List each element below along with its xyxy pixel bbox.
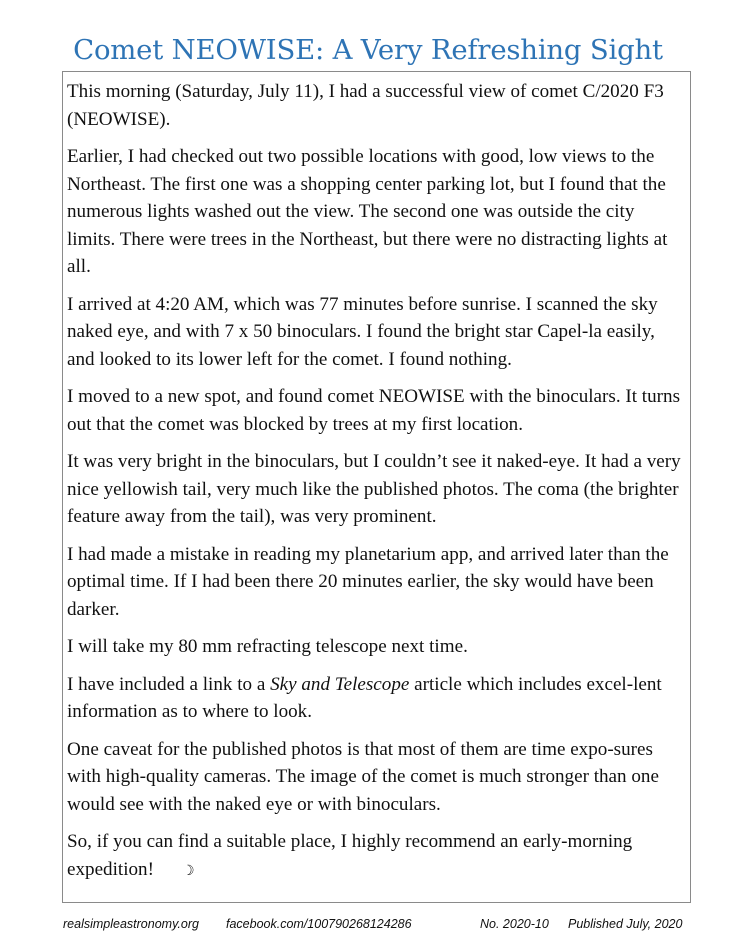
article-title: Comet NEOWISE: A Very Refreshing Sight (73, 34, 663, 66)
article-body (67, 78, 687, 895)
paragraph-2: Earlier, I had checked out two possible locations with good, low views to the Northeast. The first one was a shopping center parking lot, but I found that the numerous lights washed out the view. The second one was outside the city limits. There were trees in the Northeast, but there were no distracting lights at all. (67, 146, 668, 277)
paragraph-5: It was very bright in the binoculars, but I couldn’t see it naked-eye. It had a very nice yellowish tail, very much like the published photos. The coma (the brighter feature away from the tail), was very prominent. (67, 451, 681, 527)
paragraph-10 (67, 828, 687, 885)
paragraph-3: I arrived at 4:20 AM, which was 77 minutes before sunrise. I scanned the sky naked eye, and with 7 x 50 binoculars. I found the bright star Capel-la easily, and looked to its lower left for the comet. I found nothing. (67, 293, 658, 370)
paragraph-6: I had made a mistake in reading my planetarium app, and arrived later than the optimal time. If I had been there 20 minutes earlier, the sky would have been darker. (67, 543, 669, 620)
crescent-moon-icon: ☽ (181, 863, 195, 879)
footer-website: realsimpleastronomy.org (63, 917, 199, 931)
paragraph-8-end: article which includes excel-lent information as to where to look. (67, 673, 662, 722)
footer-published-date: Published July, 2020 (568, 917, 683, 931)
paragraph-8 (67, 671, 687, 726)
paragraph-1: This morning (Saturday, July 11), I had a successful view of comet C/2020 F3 (NEOWISE). (67, 81, 664, 130)
footer-facebook: facebook.com/100790268124286 (226, 917, 412, 931)
paragraph-10-text: So, if you can find a suitable place, I highly recommend an early-morning expedition! (67, 831, 633, 880)
paragraph-9: One caveat for the published photos is that most of them are time expo-sures with high-quality cameras. The image of the comet is much stronger than one would see with the naked eye or with binoculars. (67, 738, 659, 815)
paragraph-4: I moved to a new spot, and found comet NEOWISE with the binoculars. It turns out that the comet was blocked by trees at my first location. (67, 386, 680, 435)
publication-name: Sky and Telescope (270, 673, 410, 695)
footer-issue-number: No. 2020-10 (480, 917, 549, 931)
page-footer (0, 917, 736, 937)
paragraph-7: I will take my 80 mm refracting telescope next time. (67, 636, 468, 657)
paragraph-8-start: I have included a link to a (67, 673, 271, 695)
